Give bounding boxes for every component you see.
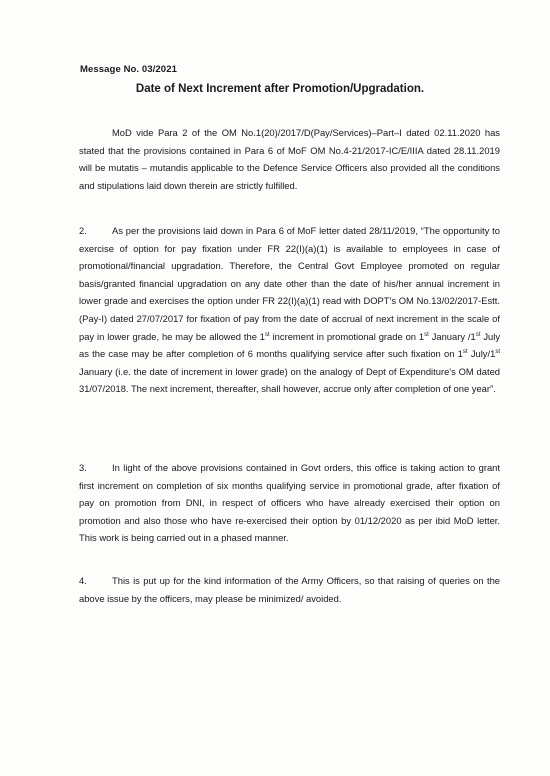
paragraph-4-text: This is put up for the kind information of the Army Officers, so that raising of queries on the above issue by the officers, may please be minimized/ avoided. — [79, 575, 500, 604]
paragraph-2-text-a: As per the provisions laid down in Para 6 of MoF letter dated 28/11/2019, “The opportunity to exercise of option for pay fixation under FR 22(I)(a)(1) is available to employees in case of promotional/financial upgradation. Therefore, the Central Govt Employee promoted on regular basis/granted financial upgradation on any date other than the date of his/her annual increment in lower grade and exercises the option under FR 22(I)(a)(1) read with DOPT's OM No.13/02/2017-Estt.(Pay-I) dated 27/07/2017 for fixation of pay from the date of accrual of next increment in the scale of pay in lower grade, he may be allowed the 1 — [79, 225, 500, 342]
ordinal-suffix: st — [495, 349, 500, 356]
ordinal-suffix: st — [424, 331, 429, 338]
document-title: Date of Next Increment after Promotion/Upgradation. — [135, 83, 425, 95]
paragraph-2-text-d: July as the case may be after completion of 6 months qualifying service after such fixation on 1 — [79, 330, 501, 360]
paragraph-2-number: 2. — [79, 225, 87, 236]
paragraph-3-number: 3. — [79, 462, 87, 473]
paragraph-3-text: In light of the above provisions contained in Govt orders, this office is taking action to grant first increment on completion of six months qualifying service in promotional grade, after fixation of pay on promotion from DNI, in respect of officers who have already exercised their option on promotion and also those who have re-exercised their option by 01/12/2020 as per ibid MoD letter. This work is being carried out in a phased manner. — [79, 462, 500, 544]
paragraph-4 — [79, 572, 500, 607]
paragraph-2-text-c: January /1 — [428, 330, 476, 342]
paragraph-3 — [79, 459, 500, 547]
paragraph-2-text-b: increment in promotional grade on 1 — [269, 330, 425, 342]
ordinal-suffix: st — [265, 331, 270, 338]
paragraph-2 — [79, 222, 500, 398]
paragraph-1 — [79, 124, 500, 194]
paragraph-2-text-e: July/1 — [467, 348, 496, 360]
ordinal-suffix: st — [475, 331, 481, 338]
paragraph-2-text-f: January (i.e. the date of increment in lower grade) on the analogy of Dept of Expenditure's OM dated 31/07/2018. The next increment, thereafter, shall however, accrue only after completion of one year”. — [79, 365, 500, 395]
paragraph-1-text: MoD vide Para 2 of the OM No.1(20)/2017/D(Pay/Services)–Part–I dated 02.11.2020 has stated that the provisions contained in Para 6 of MoF OM No.4-21/2017-IC/E/IIIA dated 28.11.2019 will be mutatis – mutandis applicable to the Defence Service Officers also provided all the conditions and stipulations laid down therein are strictly fulfilled. — [79, 127, 500, 191]
message-number: Message No. 03/2021 — [80, 64, 177, 75]
paragraph-4-number: 4. — [79, 575, 87, 586]
ordinal-suffix: st — [462, 349, 468, 356]
